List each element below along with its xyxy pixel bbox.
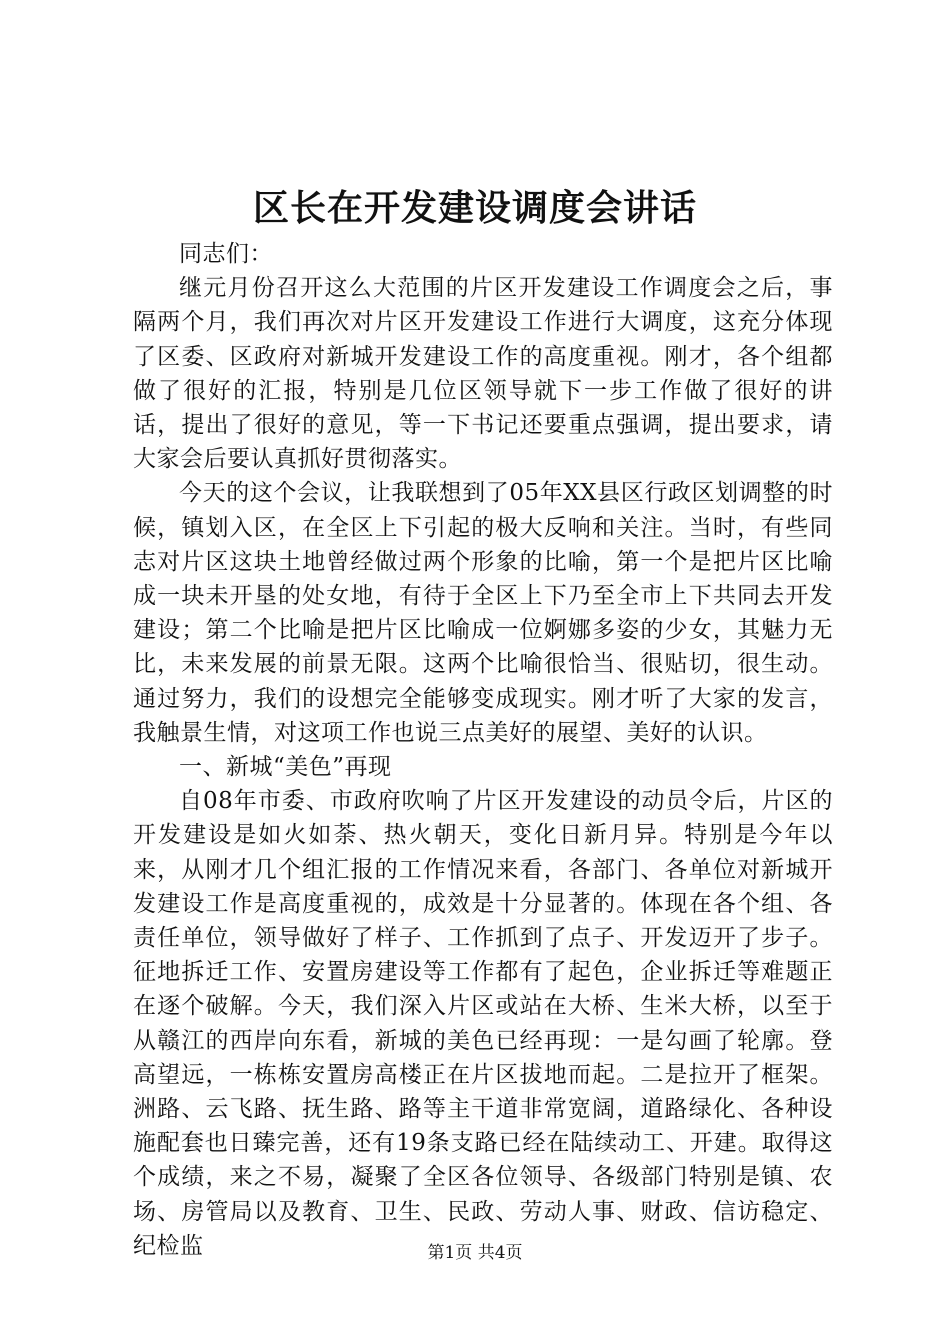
- document-body: [133, 237, 833, 1263]
- body-paragraph: 今天的这个会议，让我联想到了05年XX县区行政区划调整的时候，镇划入区，在全区上下引起的极大反响和关注。当时，有些同志对片区这块土地曾经做过两个形象的比喻，第一个是把片区比喻成一块未开垦的处女地，有待于全区上下乃至全市上下共同去开发建设；第二个比喻是把片区比喻成一位婀娜多姿的少女，其魅力无比，未来发展的前景无限。这两个比喻很恰当、很贴切，很生动。通过努力，我们的设想完全能够变成现实。刚才听了大家的发言，我触景生情，对这项工作也说三点美好的展望、美好的认识。: [133, 480, 833, 746]
- body-paragraph: 继元月份召开这么大范围的片区开发建设工作调度会之后，事隔两个月，我们再次对片区开发建设工作进行大调度，这充分体现了区委、区政府对新城开发建设工作的高度重视。刚才，各个组都做了很好的汇报，特别是几位区领导就下一步工作做了很好的讲话，提出了很好的意见，等一下书记还要重点强调，提出要求，请大家会后要认真抓好贯彻落实。: [133, 275, 833, 473]
- section-heading: 一、新城“美色”再现: [179, 754, 392, 781]
- document-title: 区长在开发建设调度会讲话: [252, 188, 697, 229]
- body-paragraph: 自08年市委、市政府吹响了片区开发建设的动员令后，片区的开发建设是如火如荼、热火朝天，变化日新月异。特别是今年以来，从刚才几个组汇报的工作情况来看，各部门、各单位对新城开发建设工作是高度重视的，成效是十分显著的。体现在各个组、各责任单位，领导做好了样子、工作抓到了点子、开发迈开了步子。征地拆迁工作、安置房建设等工作都有了起色，企业拆迁等难题正在逐个破解。今天，我们深入片区或站在大桥、生米大桥，以至于从赣江的西岸向东看，新城的美色已经再现：一是勾画了轮廓。登高望远，一栋栋安置房高楼正在片区拔地而起。二是拉开了框架。洲路、云飞路、抚生路、路等主干道非常宽阔，道路绿化、各种设施配套也日臻完善，还有19条支路已经在陆续动工、开建。取得这个成绩，来之不易，凝聚了全区各位领导、各级部门特别是镇、农场、房管局以及教育、卫生、民政、劳动人事、财政、信访稳定、纪检监: [133, 788, 833, 1259]
- page-number-footer: 第1页 共4页: [427, 1243, 523, 1263]
- salutation-paragraph: 同志们：: [179, 241, 273, 267]
